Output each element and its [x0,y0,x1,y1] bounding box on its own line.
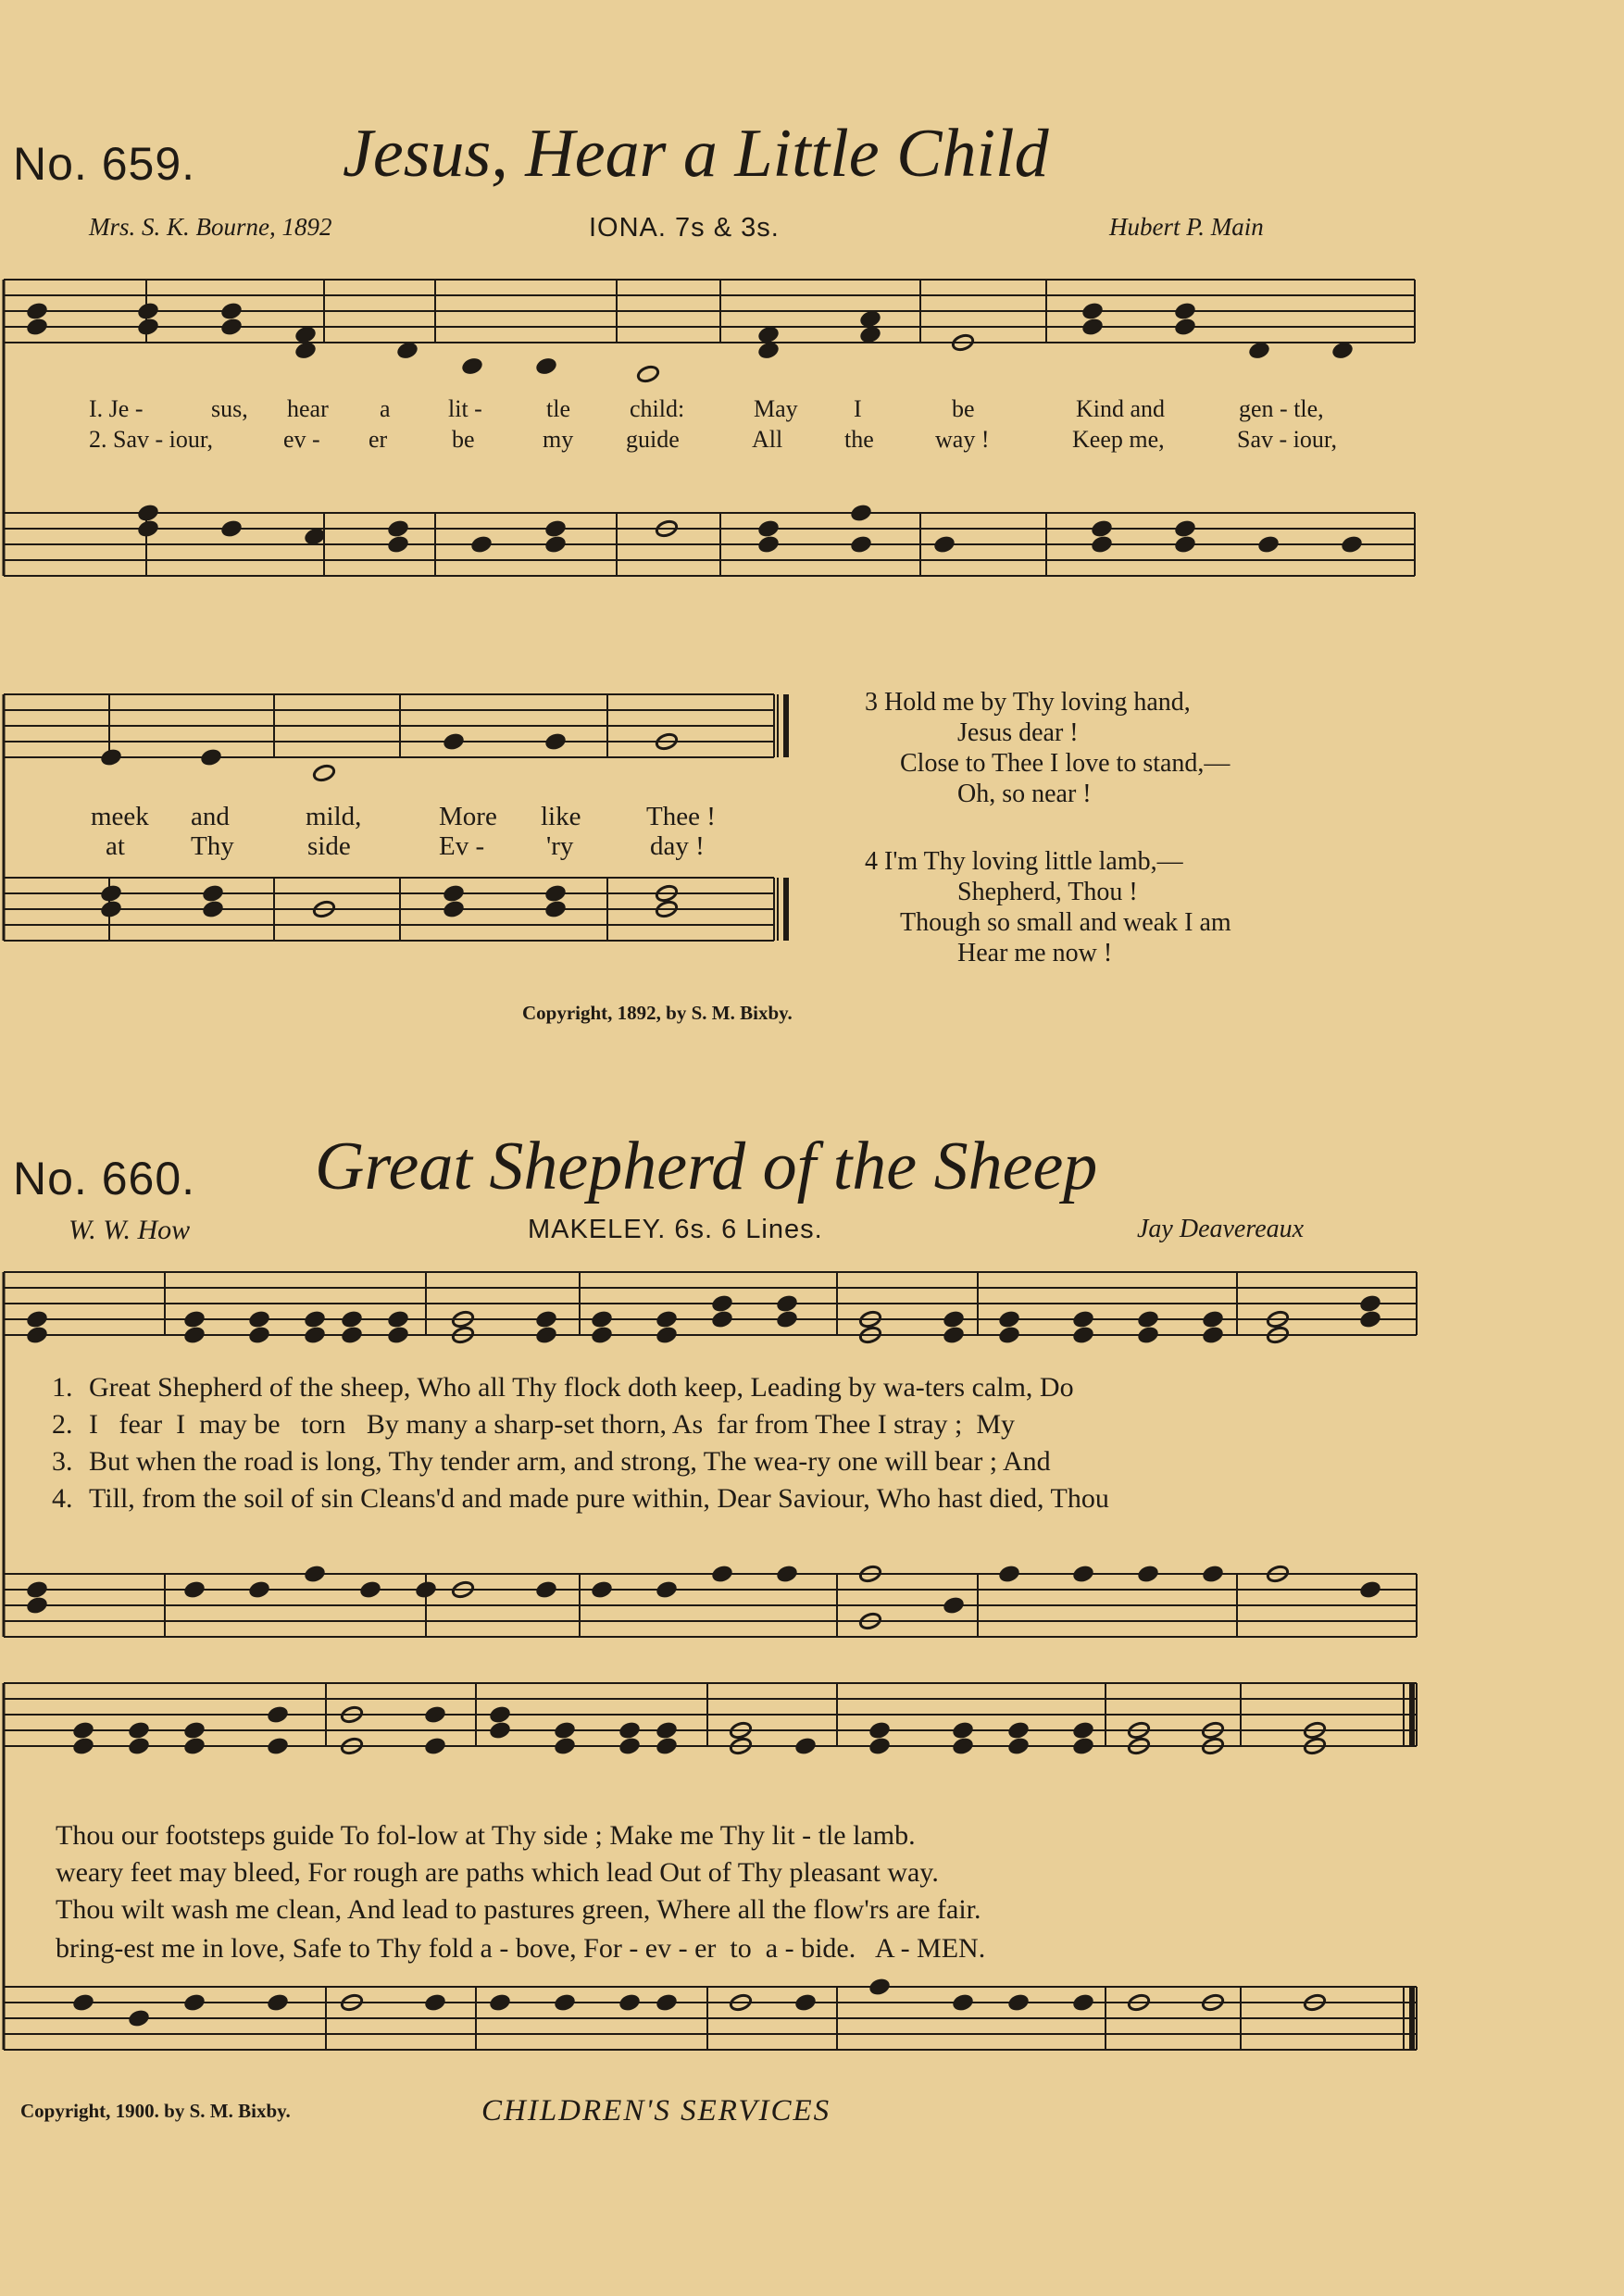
note-head [535,357,557,376]
note-head [304,1310,326,1329]
note-head [387,1310,409,1329]
note-head [544,900,567,918]
note-head [618,1993,641,2012]
note-head [1091,519,1113,538]
note-head [868,1978,891,1996]
note-head [220,519,243,538]
note-head [868,1721,891,1740]
hymn-660-title: Great Shepherd of the Sheep [315,1129,1098,1204]
note-head [859,326,881,344]
note-head [757,535,780,554]
lyric-line: weary feet may bleed, For rough are paths which lead Out of Thy pleasant way. [56,1857,939,1888]
note-head [248,1310,270,1329]
note-head [1072,1565,1094,1583]
note-head [470,535,493,554]
note-head [396,342,418,360]
note-head [591,1580,613,1599]
note-head [1007,1721,1030,1740]
note-head [776,1294,798,1313]
note-head [294,342,317,360]
note-head [341,1326,363,1344]
verse-number: 2. [52,1409,73,1440]
lyric-syllable: May [754,395,798,422]
hymn-660-copyright: Copyright, 1900. by S. M. Bixby. [20,2100,291,2122]
note-head [554,1737,576,1755]
note-head [711,1294,733,1313]
hymn-660-author: W. W. How [69,1215,191,1245]
lyric-line: Thou our footsteps guide To fol-low at Thy side ; Make me Thy lit - tle lamb. [56,1820,916,1851]
note-head [1359,1310,1381,1329]
final-barline-thick [783,694,789,757]
note-head [267,1993,289,2012]
lyric-syllable: hear [287,395,329,422]
note-head [544,732,567,751]
note-head [100,884,122,903]
note-head [489,1721,511,1740]
note-head [544,519,567,538]
lyric-syllable: 2. Sav - iour, [89,426,213,453]
lyric-syllable: Thy [191,831,234,861]
note-head [128,1737,150,1755]
note-head [26,1310,48,1329]
note-head [202,884,224,903]
lyric-line: Thou wilt wash me clean, And lead to pastures green, Where all the flow'rs are fair. [56,1894,981,1925]
note-head [443,900,465,918]
note-head [618,1737,641,1755]
note-head [1072,1737,1094,1755]
note-head [1091,535,1113,554]
note-head [304,1326,326,1344]
lyric-syllable: I [854,395,862,422]
verse-number: 1. [52,1372,73,1403]
note-head [220,302,243,320]
note-head [183,1580,206,1599]
lyric-syllable: a [380,395,391,422]
lyric-syllable: Kind and [1076,395,1166,422]
note-head [137,519,159,538]
note-head [1007,1737,1030,1755]
lyric-text: Great Shepherd of the sheep, Who all Thy flock doth keep, Leading by wa-ters calm, Do [89,1372,1074,1403]
note-head [998,1310,1020,1329]
hymn-660-number: No. 660. [13,1153,196,1204]
lyric-syllable: Keep me, [1072,426,1165,453]
note-head [137,318,159,336]
note-head [137,504,159,522]
note-head [443,884,465,903]
note-head [1174,302,1196,320]
note-head [998,1565,1020,1583]
note-head [1007,1993,1030,2012]
lyric-syllable: day ! [650,831,705,861]
lyric-syllable: child: [630,395,685,422]
note-head [304,1565,326,1583]
note-head [656,1310,678,1329]
note-head [1359,1580,1381,1599]
note-head [387,1326,409,1344]
note-head [1359,1294,1381,1313]
note-head [304,528,326,546]
note-head [776,1310,798,1329]
note-head [26,1326,48,1344]
note-head [312,764,335,783]
note-head [248,1580,270,1599]
note-head [794,1993,817,2012]
note-head [1257,535,1280,554]
note-head [461,357,483,376]
lyric-syllable: ev - [283,426,320,453]
verse-number: 3. [52,1446,73,1477]
note-head [1341,535,1363,554]
note-head [1072,1310,1094,1329]
hymn-659-composer: Hubert P. Main [1109,213,1264,241]
lyric-syllable: mild, [306,802,362,831]
note-head [294,326,317,344]
verse-line: Jesus dear ! [957,718,1079,747]
note-head [1081,318,1104,336]
verse-line: Though so small and weak I am [900,908,1231,937]
lyric-syllable: tle [546,395,570,422]
note-head [933,535,956,554]
hymn-659-copyright: Copyright, 1892, by S. M. Bixby. [522,1002,793,1024]
note-head [757,519,780,538]
note-head [1174,535,1196,554]
note-head [591,1310,613,1329]
lyric-syllable: my [543,426,574,453]
note-head [72,1993,94,2012]
note-head [656,1721,678,1740]
note-head [26,318,48,336]
lyric-syllable: lit - [448,395,482,422]
note-head [1331,342,1354,360]
lyric-syllable: More [439,802,497,831]
note-head [998,1326,1020,1344]
note-head [415,1580,437,1599]
note-head [943,1326,965,1344]
note-head [952,1737,974,1755]
note-head [200,748,222,767]
note-head [1081,302,1104,320]
note-head [1202,1310,1224,1329]
note-head [1174,318,1196,336]
final-barline-thick [783,878,789,941]
note-head [26,302,48,320]
note-head [544,535,567,554]
lyric-syllable: Thee ! [646,802,716,831]
note-head [656,1993,678,2012]
note-head [183,1310,206,1329]
note-head [100,748,122,767]
hymn-659-title: Jesus, Hear a Little Child [343,116,1049,192]
lyric-syllable: like [541,802,581,831]
note-head [535,1326,557,1344]
lyric-syllable: the [844,426,874,453]
note-head [859,310,881,329]
note-head [202,900,224,918]
lyric-line: bring-est me in love, Safe to Thy fold a - bove, For - ev - er to a - bide. A - MEN. [56,1933,986,1964]
note-head [850,535,872,554]
verse-line: 3 Hold me by Thy loving hand, [865,688,1191,717]
note-head [100,900,122,918]
note-head [387,519,409,538]
lyric-syllable: Sav - iour, [1237,426,1337,453]
note-head [183,1326,206,1344]
note-head [183,1993,206,2012]
final-barline-thick [1409,1683,1415,1746]
note-head [1202,1565,1224,1583]
verse-line: Oh, so near ! [957,780,1092,808]
note-head [443,732,465,751]
note-head [535,1310,557,1329]
lyric-syllable: be [452,426,475,453]
lyric-text: Till, from the soil of sin Cleans'd and made pure within, Dear Saviour, Who hast died, Thou [89,1483,1109,1514]
note-head [1137,1565,1159,1583]
note-head [248,1326,270,1344]
lyric-syllable: be [952,395,975,422]
note-head [1072,1993,1094,2012]
note-head [943,1310,965,1329]
note-head [489,1705,511,1724]
note-head [72,1737,94,1755]
note-head [554,1993,576,2012]
note-head [794,1737,817,1755]
lyric-text: I fear I may be torn By many a sharp-set thorn, As far from Thee I stray ; My [89,1409,1016,1440]
note-head [591,1326,613,1344]
note-head [1072,1326,1094,1344]
lyric-syllable: All [752,426,783,453]
note-head [489,1993,511,2012]
hymn-660-composer: Jay Deavereaux [1137,1215,1305,1243]
note-head [424,1705,446,1724]
note-head [183,1721,206,1740]
lyric-syllable: way ! [935,426,990,453]
note-head [554,1721,576,1740]
lyric-syllable: er [369,426,388,453]
note-head [1202,1326,1224,1344]
note-head [26,1580,48,1599]
note-head [267,1737,289,1755]
note-head [656,1580,678,1599]
lyric-text: But when the road is long, Thy tender arm, and strong, The wea-ry one will bear ; And [89,1446,1051,1477]
note-head [267,1705,289,1724]
note-head [137,302,159,320]
lyric-syllable: side [307,831,351,861]
note-head [757,342,780,360]
lyric-syllable: meek [91,802,149,831]
note-head [711,1565,733,1583]
verse-line: 4 I'm Thy loving little lamb,— [865,847,1183,876]
note-head [850,504,872,522]
note-head [1137,1326,1159,1344]
lyric-syllable: guide [626,426,680,453]
note-head [544,884,567,903]
note-head [757,326,780,344]
verse-number: 4. [52,1483,73,1514]
section-footer: CHILDREN'S SERVICES [481,2094,831,2128]
verse-line: Close to Thee I love to stand,— [900,749,1230,778]
note-head [618,1721,641,1740]
note-head [128,1721,150,1740]
note-head [424,1993,446,2012]
note-head [72,1721,94,1740]
note-head [1137,1310,1159,1329]
note-head [128,2009,150,2028]
note-head [952,1993,974,2012]
lyric-syllable: gen - tle, [1239,395,1324,422]
lyric-syllable: I. Je - [89,395,144,422]
hymn-659-tune: IONA. 7s & 3s. [589,213,780,243]
note-head [656,1326,678,1344]
note-head [387,535,409,554]
lyric-syllable: and [191,802,230,831]
note-head [943,1596,965,1615]
lyric-syllable: sus, [211,395,248,422]
note-head [656,1737,678,1755]
note-head [1174,519,1196,538]
note-head [26,1596,48,1615]
note-head [424,1737,446,1755]
note-head [776,1565,798,1583]
hymn-660-tune: MAKELEY. 6s. 6 Lines. [528,1215,823,1244]
note-head [952,1721,974,1740]
hymn-659-number: No. 659. [13,138,196,190]
verse-line: Shepherd, Thou ! [957,878,1138,906]
lyric-syllable: 'ry [546,831,574,861]
lyric-syllable: at [106,831,125,861]
note-head [1248,342,1270,360]
hymn-659-author: Mrs. S. K. Bourne, 1892 [89,213,332,241]
note-head [636,365,659,384]
note-head [183,1737,206,1755]
note-head [868,1737,891,1755]
lyric-syllable: Ev - [439,831,485,861]
note-head [1072,1721,1094,1740]
note-head [359,1580,381,1599]
note-head [341,1310,363,1329]
final-barline-thick [1409,1987,1415,2050]
verse-line: Hear me now ! [957,939,1113,967]
note-head [711,1310,733,1329]
note-head [535,1580,557,1599]
note-head [220,318,243,336]
